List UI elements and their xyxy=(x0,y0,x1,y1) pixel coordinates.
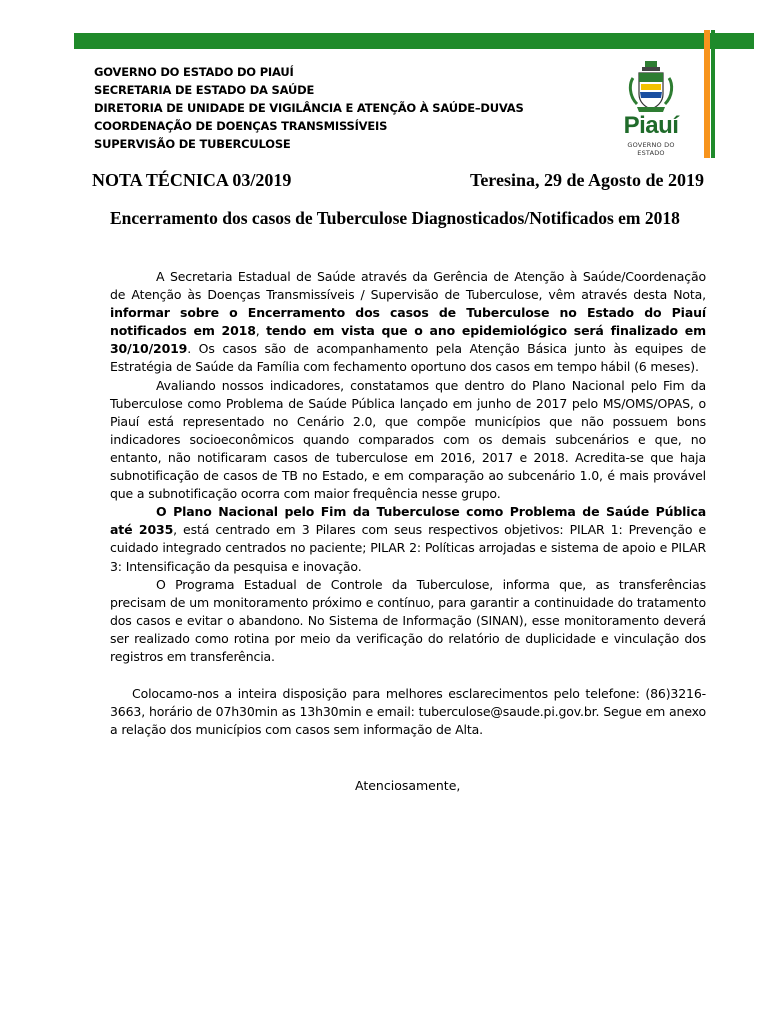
paragraph-indicators: Avaliando nossos indicadores, constatamos que dentro do Plano Nacional pelo Fim da Tuberculose como Problema de Saúde Pública lançado em junho de 2017 pelo MS/OMS/OPAS, o Piauí está representado no Cenário 2.0, que compõe municípios que não possuem bons indicadores socioeconômicos quando comparados com os demais subcenários e que, no entanto, não notificaram casos de tuberculose em 2016, 2017 e 2018. Acredita-se que haja subnotificação de casos de TB no Estado, e em comparação ao subcenário 1.0, é mais provável que a subnotificação ocorra com maior frequência nesse grupo. xyxy=(110,377,706,502)
paragraph-text: A Secretaria Estadual de Saúde através da Gerência de Atenção à Saúde/Coordenação de Atenção às Doenças Transmissíveis / Supervisão de Tuberculose, vêm através desta Nota, xyxy=(110,269,706,303)
paragraph-text: , xyxy=(255,323,267,339)
logo-name: Piauí xyxy=(623,112,679,139)
paragraph-national-plan xyxy=(110,503,706,575)
document-number: NOTA TÉCNICA 03/2019 xyxy=(92,170,292,190)
header-green-stripe xyxy=(711,30,715,158)
paragraph-contact: Colocamo-nos a inteira disposição para melhores esclarecimentos pelo telefone: (86)3216-3663, horário de 07h30min as 13h30min e email: tuberculose@saude.pi.gov.br. Segue em anexo a relação dos municípios com casos sem informação de Alta. xyxy=(110,686,706,738)
logo-subtitle: GOVERNO DO ESTADO xyxy=(627,141,675,157)
closing-salutation: Atenciosamente, xyxy=(355,778,461,793)
document-date: Teresina, 29 de Agosto de 2019 xyxy=(469,170,704,190)
header-line: GOVERNO DO ESTADO DO PIAUÍ xyxy=(94,65,294,79)
paragraph-bold-text: informar sobre o Encerramento dos casos de Tuberculose no Estado do Piauí notificados em 2018 xyxy=(110,305,706,339)
header-green-bar xyxy=(74,33,754,49)
institution-header xyxy=(94,63,594,153)
paragraph-program: O Programa Estadual de Controle da Tuberculose, informa que, as transferências precisam de um monitoramento próximo e contínuo, para garantir a continuidade do tratamento dos casos e evitar o abandono. No Sistema de Informação (SINAN), esse monitoramento deverá ser realizado como rotina por meio da verificação do relatório de duplicidade e vinculação dos registros em transferência. xyxy=(110,576,706,664)
header-line: SECRETARIA DE ESTADO DA SAÚDE xyxy=(94,83,315,97)
header-orange-stripe xyxy=(704,30,710,158)
header-line: SUPERVISÃO DE TUBERCULOSE xyxy=(94,137,291,151)
paragraph-bold-text: tendo em vista que o ano epidemiológico será finalizado em 30/10/2019 xyxy=(110,323,706,357)
coat-of-arms-icon xyxy=(627,60,675,114)
document-body xyxy=(110,268,706,739)
header-line: DIRETORIA DE UNIDADE DE VIGILÂNCIA E ATENÇÃO À SAÚDE–DUVAS xyxy=(94,101,524,115)
document-subject: Encerramento dos casos de Tuberculose Diagnosticados/Notificados em 2018 xyxy=(110,208,680,228)
paragraph-text: , está centrado em 3 Pilares com seus respectivos objetivos: PILAR 1: Prevenção e cuidado integrado centrados no paciente; PILAR 2: Políticas arrojadas e sistema de apoio e PILAR 3: Intensificação da pesquisa e inovação. xyxy=(110,522,706,574)
paragraph-text: . Os casos são de acompanhamento pela Atenção Básica junto às equipes de Estratégia de Saúde da Família com fechamento oportuno dos casos em tempo hábil (6 meses). xyxy=(110,341,706,375)
paragraph-bold-text: O Plano Nacional pelo Fim da Tuberculose como Problema de Saúde Pública até 2035 xyxy=(110,504,706,538)
paragraph-intro xyxy=(110,268,706,377)
piaui-logo xyxy=(614,60,688,156)
header-line: COORDENAÇÃO DE DOENÇAS TRANSMISSÍVEIS xyxy=(94,119,388,133)
